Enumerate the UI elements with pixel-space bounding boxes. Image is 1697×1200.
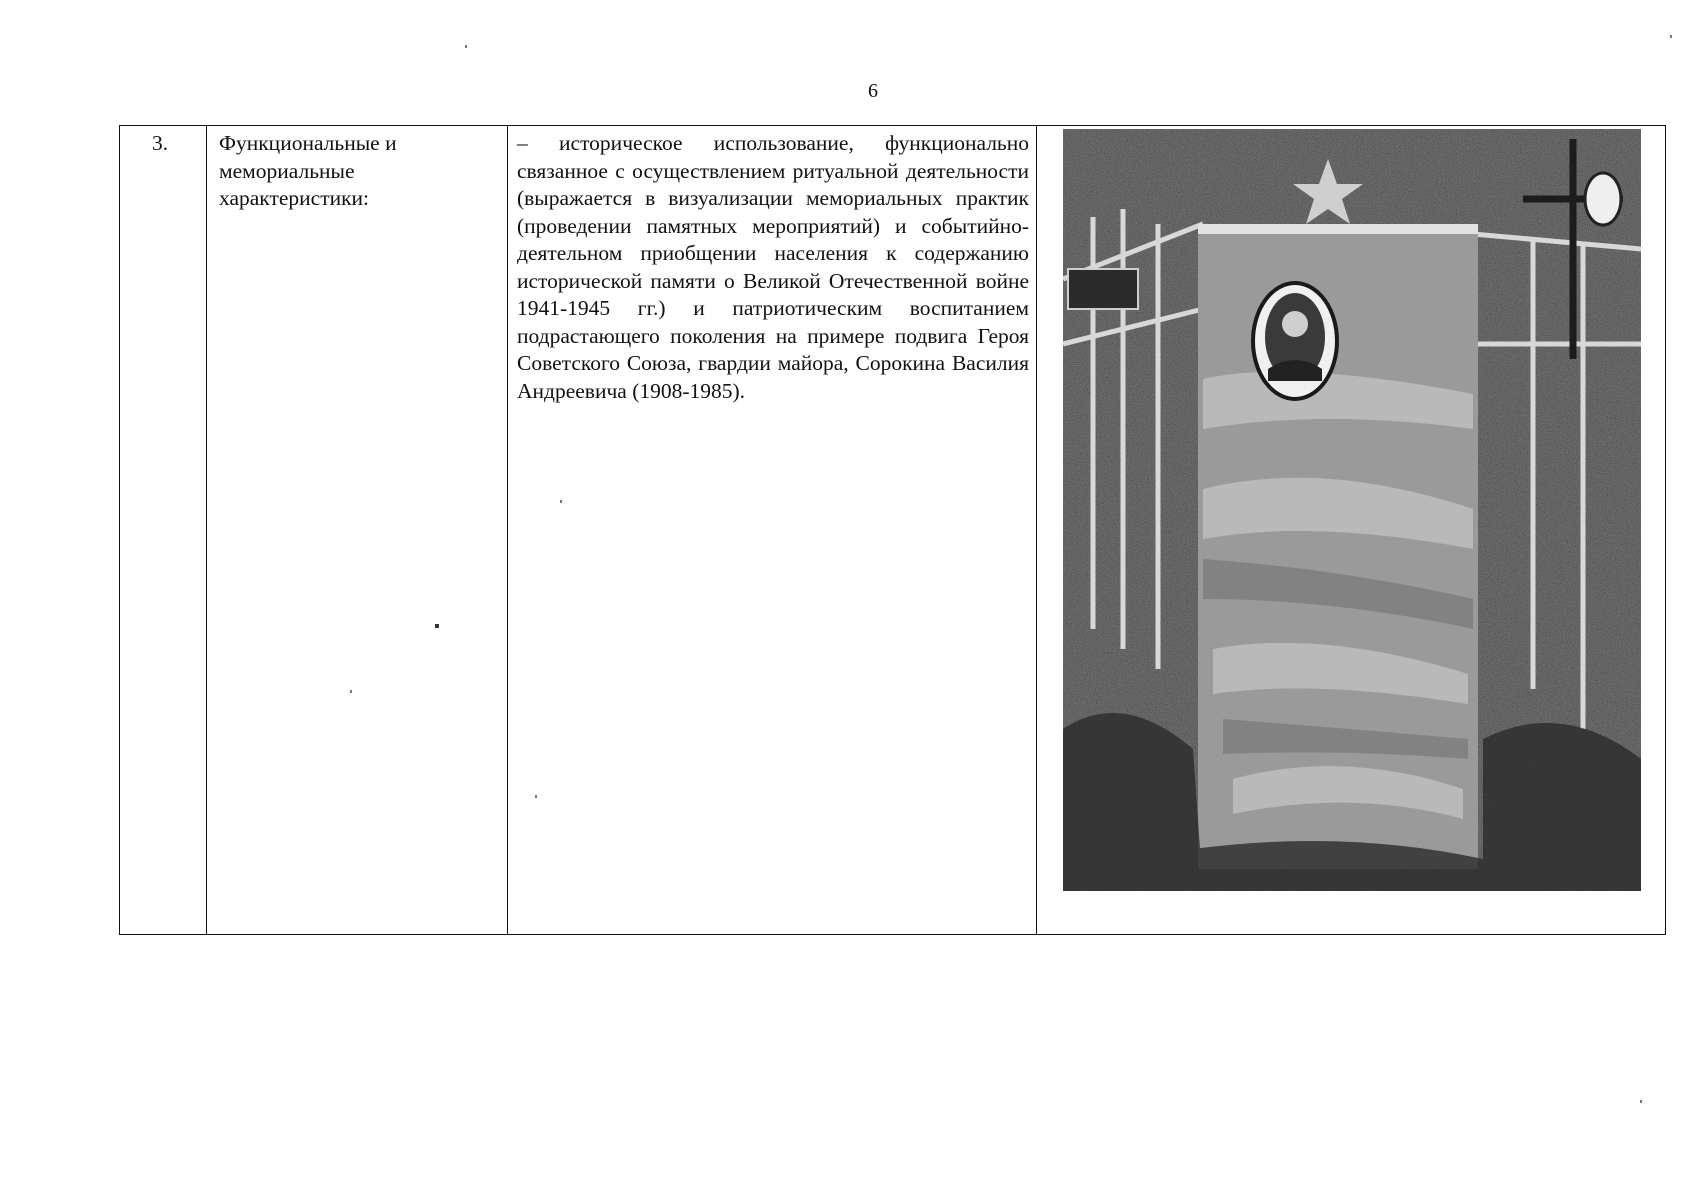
scan-speck xyxy=(1640,1100,1642,1103)
column-divider xyxy=(1036,126,1037,934)
description-line: примере подвига Героя Советского Союза, xyxy=(517,323,1029,375)
column-divider xyxy=(507,126,508,934)
page-number: 6 xyxy=(868,80,878,102)
description-line: приобщении населения к содержанию xyxy=(640,241,1029,265)
description-line: воспитанием подрастающего поколения на xyxy=(517,296,1029,348)
description-line: мемориальных практик (проведении памятных xyxy=(517,186,1029,238)
scan-speck xyxy=(1670,35,1672,38)
description-line: мероприятий) и событийно-деятельном xyxy=(517,213,1030,265)
column-divider xyxy=(206,126,207,934)
description-line: деятельности (выражается в визуализации xyxy=(517,158,1029,210)
description-line: – историческое использование, функционально xyxy=(517,131,1029,155)
scan-speck xyxy=(350,690,352,693)
scan-speck xyxy=(435,624,439,628)
row-description xyxy=(517,130,1029,405)
scan-speck xyxy=(560,500,562,503)
row-name-line: характеристики: xyxy=(219,186,370,210)
scan-speck xyxy=(465,45,467,48)
row-name-line: мемориальные xyxy=(219,158,355,183)
row-name xyxy=(219,130,499,213)
scan-speck xyxy=(535,795,537,798)
characteristics-table xyxy=(119,125,1666,935)
description-line: (1908-1985). xyxy=(632,378,746,403)
plaque-drawing xyxy=(1068,269,1138,309)
description-line: войне 1941-1945 гг.) и патриотическим xyxy=(517,268,1030,320)
small-portrait-drawing xyxy=(1585,173,1621,225)
description-line: гвардии майора, Сорокина Василия Андреевича xyxy=(517,351,1029,403)
row-number: 3. xyxy=(152,131,169,155)
row-name-line: Функциональные и xyxy=(219,131,397,155)
description-line: связанное с осуществлением ритуальной xyxy=(517,158,899,183)
description-line: исторической памяти о Великой Отечественной xyxy=(517,268,968,293)
memorial-photo xyxy=(1063,129,1641,891)
